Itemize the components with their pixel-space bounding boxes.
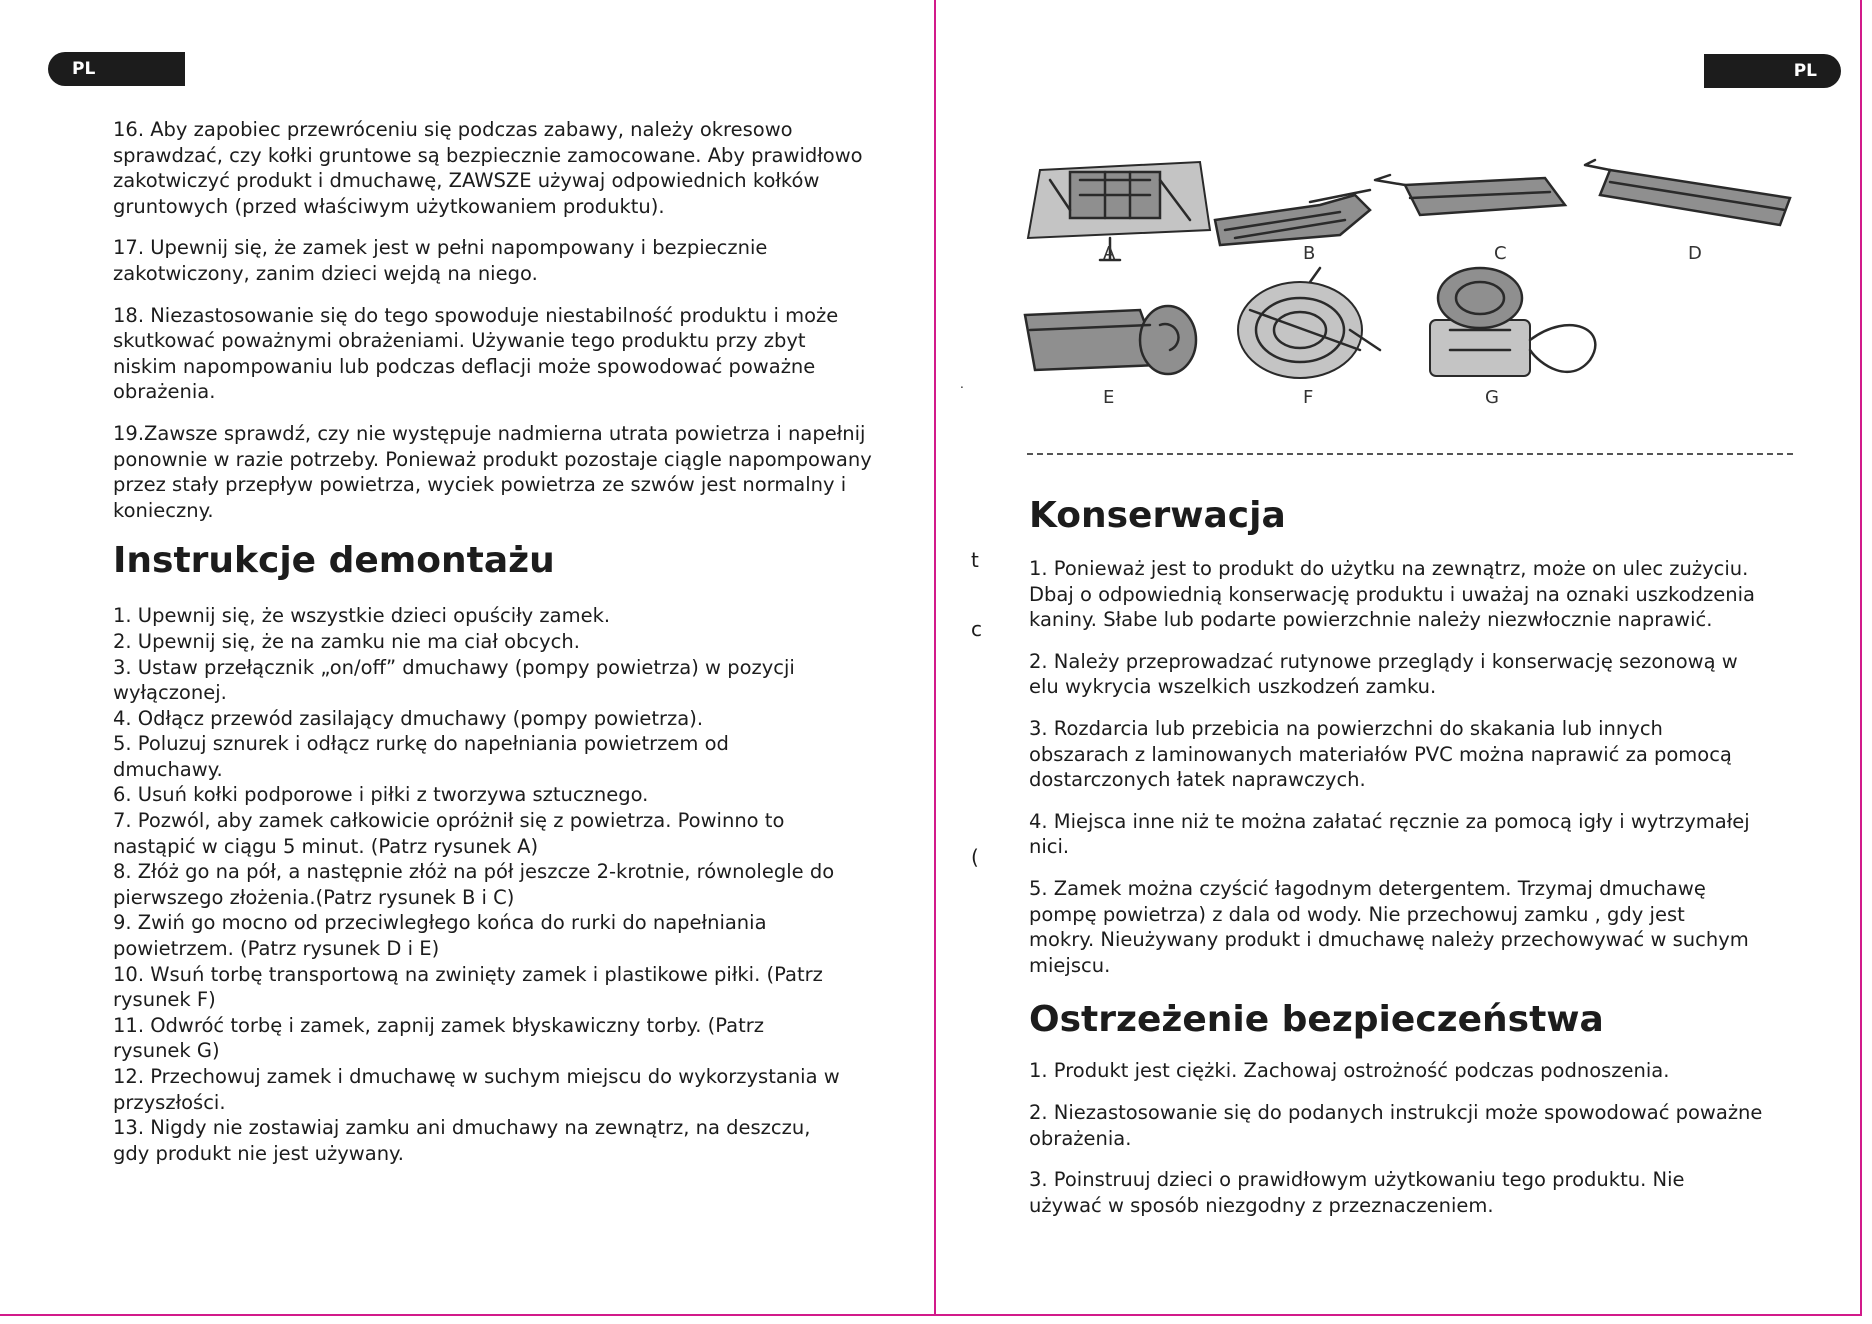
stray-char-paren: ( bbox=[971, 845, 979, 869]
disassembly-line: powietrzem. (Patrz rysunek D i E) bbox=[113, 937, 440, 961]
disassembly-steps bbox=[113, 603, 873, 1166]
figure-c-drawing bbox=[1375, 175, 1565, 215]
disassembly-line: 7. Pozwól, aby zamek całkowicie opróżnił się z powietrza. Powinno to bbox=[113, 809, 785, 833]
disassembly-line: 6. Usuń kołki podporowe i piłki z tworzywa sztucznego. bbox=[113, 783, 649, 807]
disassembly-line: 9. Zwiń go mocno od przeciwległego końca do rurki do napełniania bbox=[113, 911, 767, 935]
figure-label-b: B bbox=[1303, 243, 1316, 264]
disassembly-line: przyszłości. bbox=[113, 1090, 226, 1114]
figure-label-f: F bbox=[1303, 387, 1314, 408]
disassembly-line: rysunek G) bbox=[113, 1039, 220, 1063]
figure-b-drawing bbox=[1215, 190, 1370, 245]
figure-label-a: A bbox=[1103, 243, 1116, 264]
disassembly-line: 11. Odwróć torbę i zamek, zapnij zamek błyskawiczny torby. (Patrz bbox=[113, 1013, 765, 1037]
disassembly-heading: Instrukcje demontażu bbox=[113, 540, 555, 582]
warning-item-3: 3. Poinstruuj dzieci o prawidłowym użytkowaniu tego produktu. Nie używać w sposób niezgodny z przeznaczeniem. bbox=[1029, 1168, 1685, 1217]
maintenance-item-2: 2. Należy przeprowadzać rutynowe przeglądy i konserwację sezonową w elu wykrycia wszelkich uszkodzeń zamku. bbox=[1029, 649, 1738, 699]
safety-item-19: 19.Zawsze sprawdź, czy nie występuje nadmierna utrata powietrza i napełnij ponownie w razie potrzeby. Ponieważ produkt pozostaje ciągle napompowany przez stały przepływ powietrza, wyciek powietrza ze szwów jest normalny i konieczny. bbox=[113, 421, 872, 522]
stray-dot: . bbox=[960, 377, 964, 391]
disassembly-line: 12. Przechowuj zamek i dmuchawę w suchym miejscu do wykorzystania w bbox=[113, 1065, 840, 1088]
disassembly-line: 13. Nigdy nie zostawiaj zamku ani dmuchawy na zewnątrz, na deszczu, bbox=[113, 1116, 811, 1140]
figure-d-drawing bbox=[1585, 160, 1790, 225]
figure-label-e: E bbox=[1103, 387, 1115, 408]
disassembly-line: 10. Wsuń torbę transportową na zwinięty zamek i plastikowe piłki. (Patrz bbox=[113, 962, 823, 986]
maintenance-item-3: 3. Rozdarcia lub przebicia na powierzchni do skakania lub innych obszarach z laminowanych materiałów PVC można naprawić za pomocą dostarczonych łatek naprawczych. bbox=[1029, 716, 1732, 792]
stray-char-t: t bbox=[971, 548, 979, 572]
disassembly-line: 2. Upewnij się, że na zamku nie ma ciał obcych. bbox=[113, 629, 580, 653]
left-column bbox=[113, 117, 873, 1166]
warning-item-2: 2. Niezastosowanie się do podanych instrukcji może spowodować poważne obrażenia. bbox=[1029, 1100, 1763, 1150]
disassembly-line: nastąpić w ciągu 5 minut. (Patrz rysunek A) bbox=[113, 834, 539, 858]
folding-illustrations bbox=[1010, 150, 1810, 420]
disassembly-line: 4. Odłącz przewód zasilający dmuchawy (pompy powietrza). bbox=[113, 706, 704, 730]
figure-a-drawing bbox=[1028, 162, 1210, 260]
disassembly-line: 5. Poluzuj sznurek i odłącz rurkę do napełniania powietrzem od bbox=[113, 732, 729, 756]
warning-item-1: 1. Produkt jest ciężki. Zachowaj ostrożność podczas podnoszenia. bbox=[1029, 1059, 1670, 1083]
disassembly-line: rysunek F) bbox=[113, 988, 216, 1012]
folding-illustrations-svg bbox=[1010, 150, 1810, 420]
disassembly-line: wyłączonej. bbox=[113, 681, 227, 705]
right-column bbox=[1029, 494, 1829, 1234]
disassembly-line: 3. Ustaw przełącznik „on/off” dmuchawy (pompy powietrza) w pozycji bbox=[113, 655, 795, 679]
safety-warning-heading: Ostrzeżenie bezpieczeństwa bbox=[1029, 999, 1604, 1041]
safety-item-18: 18. Niezastosowanie się do tego spowoduje niestabilność produktu i może skutkować poważnymi obrażeniami. Używanie tego produktu przy zbyt niskim napompowaniu lub podczas deflacji może spowodować poważne obrażenia. bbox=[113, 303, 839, 404]
maintenance-heading: Konserwacja bbox=[1029, 495, 1286, 536]
language-tab-right: PL bbox=[1704, 54, 1841, 88]
disassembly-line: dmuchawy. bbox=[113, 757, 223, 781]
figure-label-g: G bbox=[1485, 387, 1499, 408]
disassembly-line: 1. Upewnij się, że wszystkie dzieci opuściły zamek. bbox=[113, 604, 611, 628]
language-tab-left: PL bbox=[48, 52, 185, 86]
maintenance-item-1: 1. Ponieważ jest to produkt do użytku na zewnątrz, może on ulec zużyciu. Dbaj o odpowiednią konserwację produktu i uważaj na oznaki uszkodzenia kaniny. Słabe lub podarte powierzchnie należy niezwłocznie naprawić. bbox=[1029, 557, 1755, 632]
disassembly-line: pierwszego złożenia.(Patrz rysunek B i C) bbox=[113, 885, 515, 909]
page-fold-line bbox=[934, 0, 936, 1316]
safety-item-17: 17. Upewnij się, że zamek jest w pełni napompowany i bezpiecznie zakotwiczony, zanim dzieci wejdą na niego. bbox=[113, 236, 768, 285]
safety-item-16: 16. Aby zapobiec przewróceniu się podczas zabawy, należy okresowo sprawdzać, czy kołki gruntowe są bezpiecznie zamocowane. Aby prawidłowo zakotwiczyć produkt i dmuchawę, ZAWSZE używaj odpowiednich kołków gruntowych (przed właściwym użytkowaniem produktu). bbox=[113, 118, 863, 218]
figure-label-c: C bbox=[1494, 243, 1507, 264]
maintenance-item-5: 5. Zamek można czyścić łagodnym detergentem. Trzymaj dmuchawę pompę powietrza) z dala od wody. Nie przechowuj zamku , gdy jest mokry. Nieużywany produkt i dmuchawę należy przechowywać w suchym miejscu. bbox=[1029, 876, 1749, 977]
maintenance-item-4: 4. Miejsca inne niż te można załatać ręcznie za pomocą igły i wytrzymałej nici. bbox=[1029, 809, 1750, 859]
figure-g-drawing bbox=[1430, 268, 1595, 376]
figure-e-drawing bbox=[1025, 306, 1196, 374]
disassembly-line: 8. Złóż go na pół, a następnie złóż na pół jeszcze 2-krotnie, równolegle do bbox=[113, 860, 835, 884]
stray-char-c: c bbox=[971, 617, 982, 641]
figure-label-d: D bbox=[1688, 243, 1702, 264]
figure-f-drawing bbox=[1238, 268, 1380, 378]
disassembly-line: gdy produkt nie jest używany. bbox=[113, 1141, 405, 1165]
section-divider bbox=[1027, 453, 1793, 455]
